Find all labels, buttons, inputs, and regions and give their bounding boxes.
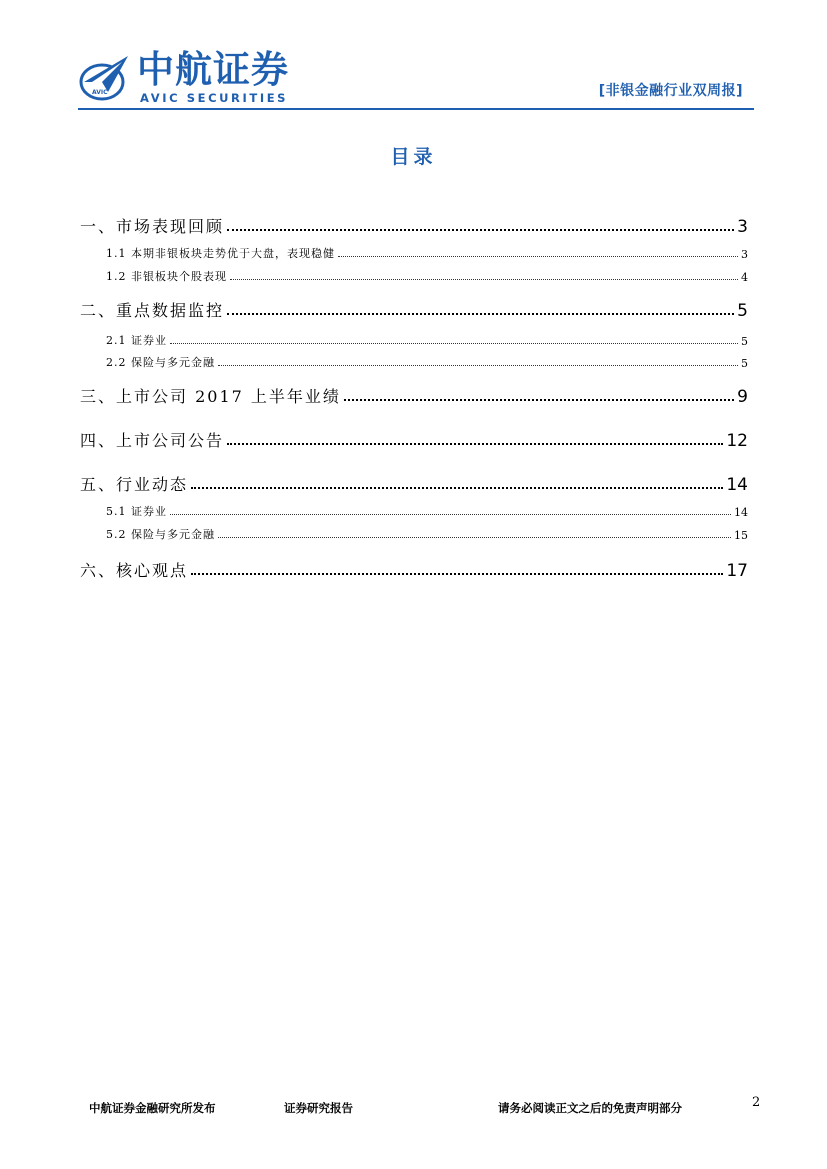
toc-dot-leader — [227, 313, 734, 315]
toc-dot-leader — [338, 256, 738, 257]
toc-dot-leader — [230, 279, 738, 280]
toc-title: 目录 — [390, 146, 437, 168]
toc-dot-leader — [170, 343, 738, 344]
report-type-label: [非银金融行业双周报] — [598, 83, 743, 99]
toc-entry-page: 17 — [726, 561, 748, 581]
toc-entry-page: 14 — [726, 475, 748, 495]
toc-entry-page: 4 — [741, 271, 748, 284]
toc-entry-label: 三、上市公司 2017 上半年业绩 — [80, 387, 341, 406]
toc-entry-label: 1.2 非银板块个股表现 — [106, 270, 227, 283]
footer-publisher: 中航证券金融研究所发布 — [89, 1101, 216, 1115]
toc-entry-label: 1.1 本期非银板块走势优于大盘，表现稳健 — [106, 247, 335, 260]
brand-name-cn: 中航证券 — [137, 48, 289, 91]
toc-dot-leader — [191, 487, 723, 489]
toc-entry[interactable] — [106, 503, 748, 519]
toc-entry-page: 5 — [741, 335, 748, 348]
toc-entry-page: 5 — [737, 301, 748, 321]
toc-entry-label: 二、重点数据监控 — [80, 301, 225, 320]
toc-entry-label: 5.2 保险与多元金融 — [106, 528, 215, 541]
footer-disclaimer: 请务必阅读正文之后的免责声明部分 — [498, 1101, 682, 1115]
toc-entry[interactable] — [106, 354, 748, 370]
toc-dot-leader — [191, 573, 723, 575]
toc-entry-label: 一、市场表现回顾 — [80, 217, 225, 236]
toc-entry[interactable] — [106, 245, 748, 261]
toc-entry[interactable] — [106, 268, 748, 284]
toc-entry-page: 14 — [734, 506, 748, 519]
toc-entry-label: 2.1 证券业 — [106, 334, 167, 347]
header-divider — [78, 108, 754, 110]
toc-dot-leader — [344, 399, 734, 401]
footer-doc-type: 证券研究报告 — [284, 1101, 353, 1115]
toc-entry-page: 12 — [726, 431, 748, 451]
toc-entry[interactable] — [80, 557, 748, 581]
page-header — [0, 0, 827, 115]
toc-dot-leader — [218, 537, 731, 538]
toc-entry[interactable] — [106, 526, 748, 542]
toc-entry-label: 五、行业动态 — [80, 475, 189, 494]
toc-entry-page: 9 — [737, 387, 748, 407]
toc-entry[interactable] — [80, 213, 748, 237]
toc-entry-page: 3 — [737, 217, 748, 237]
toc-entry-page: 5 — [741, 357, 748, 370]
avic-logo-icon — [78, 52, 130, 102]
toc-entry-page: 15 — [734, 529, 748, 542]
toc-dot-leader — [227, 229, 734, 231]
toc-dot-leader — [218, 365, 738, 366]
toc-entry[interactable] — [80, 427, 748, 451]
page-number: 2 — [752, 1095, 761, 1110]
page-footer — [0, 1095, 827, 1125]
logo-text: AVIC — [92, 89, 108, 96]
toc-dot-leader — [170, 514, 731, 515]
toc-entry[interactable] — [106, 332, 748, 348]
toc-entry[interactable] — [80, 471, 748, 495]
toc-entry-page: 3 — [741, 248, 748, 261]
brand-name-en: AVIC SECURITIES — [140, 91, 289, 105]
toc-entry-label: 5.1 证券业 — [106, 505, 167, 518]
toc-entry[interactable] — [80, 383, 748, 407]
toc-entry[interactable] — [80, 297, 748, 321]
toc-entry-label: 四、上市公司公告 — [80, 431, 225, 450]
toc-dot-leader — [227, 443, 723, 445]
toc-entry-label: 2.2 保险与多元金融 — [106, 356, 215, 369]
toc-entry-label: 六、核心观点 — [80, 561, 189, 580]
